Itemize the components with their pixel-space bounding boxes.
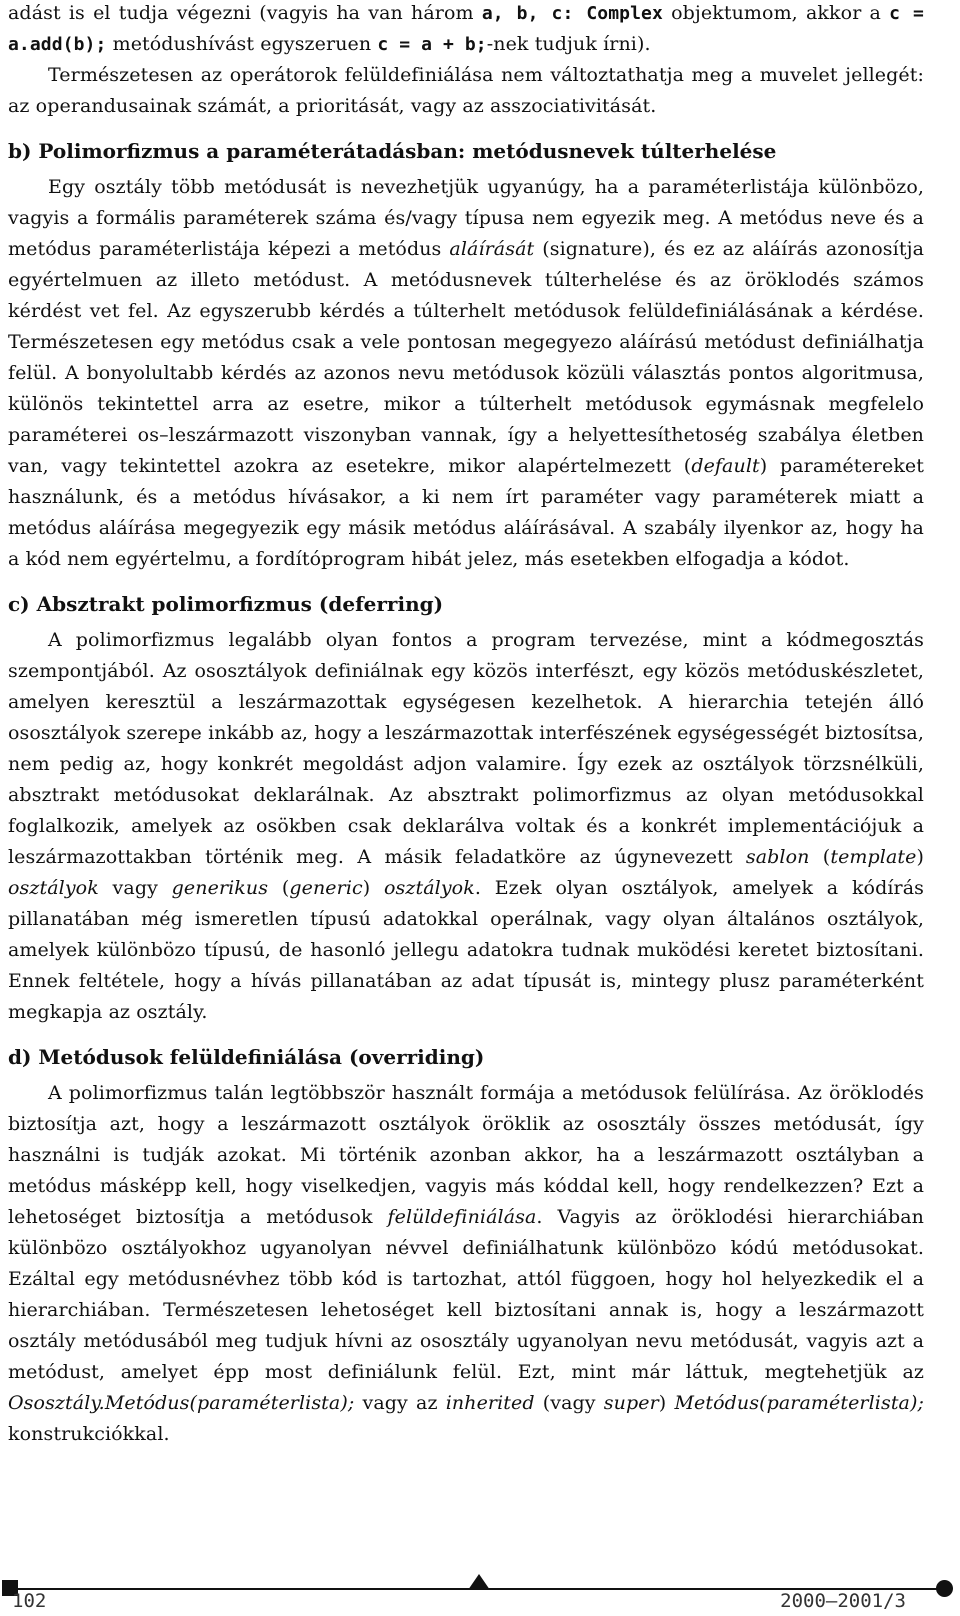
issue-label: 2000–2001/3 [780, 1590, 906, 1612]
intro-paragraph-2: Természetesen az operátorok felüldefiniálása nem változtathatja meg a muvelet jellegét: az operandusainak számát, a prioritását, vagy az asszociativitását. [8, 64, 924, 117]
emphasis: inherited [445, 1392, 535, 1414]
text-run: objektumom, akkor a [662, 2, 890, 24]
emphasis: Ososztály.Metódus(paraméterlista); [8, 1392, 355, 1414]
emphasis: default [691, 455, 760, 477]
emphasis: felüldefiniálása [387, 1206, 537, 1228]
text-run: metódushívást egyszeruen [106, 33, 378, 55]
emphasis: Metódus(paraméterlista); [674, 1392, 924, 1414]
text-run: -nek tudjuk írni). [486, 33, 651, 55]
page-footer [0, 1568, 960, 1616]
code-inline: c = a + b; [377, 34, 487, 55]
text-run: A polimorfizmus talán legtöbbször használt formája a metódusok felülírása. Az öröklodés biztosítja azt, hogy a leszármazott osztályok öröklik az ososztály összes metódusát, így használni is tudják azokat. Mi történik azonban akkor, ha a leszármazott osztályban a metódus másképp kell, hogy viselkedjen, vagyis más kóddal kell, hogy rendelkezzen? Ezt a lehetoséget biztosítja a metódusok [8, 1082, 924, 1228]
text-run: ) [658, 1392, 675, 1414]
code-inline: c = a.add(b); [8, 3, 924, 55]
emphasis: osztályok [8, 877, 99, 899]
text-run: . Ezek olyan osztályok, amelyek a kódírás pillanatában még ismeretlen típusú adatokkal operálnak, vagy olyan általános osztályok, amelyek különbözo típusú, de hasonló jellegu adatokra tudnak muködési keretet biztosítani. Ennek feltétele, hogy a hívás pillanatában az adat típusát is, mintegy plusz paraméterként megkapja az osztály. [8, 877, 925, 1023]
emphasis: template [830, 846, 917, 868]
text-run: Egy osztály több metódusát is nevezhetjük ugyanúgy, ha a paraméterlistája különbözo, vagyis a formális paraméterek száma és/vagy típusa nem egyezik meg. A metódus neve és a metódus paraméterlistája képezi a metódus [8, 176, 924, 260]
emphasis: generikus [171, 877, 269, 899]
text-run: ( [809, 846, 831, 868]
text-run: ) paramétereket használunk, és a metódus hívásakor, a ki nem írt paraméter vagy paraméterek miatt a metódus aláírása megegyezik egy másik metódus aláírásával. A szabály ilyenkor az, hogy ha a kód nem egyértelmu, a fordítóprogram hibát jelez, más esetekben elfogadja a kódot. [8, 455, 925, 570]
text-run: . Vagyis az öröklodési hierarchiában különbözo osztályokhoz ugyanolyan névvel definiálhatunk különbözo kódú metódusokat. Ezáltal egy metódusnévhez több kód is tartozhat, attól függoen, hogy hol helyezkedik el a hierarchiában. Természetesen lehetoséget kell biztosítani annak is, hogy a leszármazott osztály metódusából meg tudjuk hívni az ososztály ugyanolyan nevu metódusát, vagyis azt a metódust, amelyet épp most definiálunk felül. Ezt, mint már láttuk, megtehetjük az [8, 1206, 925, 1383]
circle-marker-icon [936, 1580, 953, 1597]
text-run: ) [362, 877, 384, 899]
emphasis: sablon [745, 846, 810, 868]
text-run: vagy [98, 877, 172, 899]
document-page [8, 0, 924, 1450]
text-run: konstrukciókkal. [8, 1423, 170, 1445]
code-inline: a, b, c: Complex [481, 3, 663, 24]
section-d-heading: d) Metódusok felüldefiniálása (overriding) [8, 1045, 485, 1069]
page-number: 102 [12, 1590, 47, 1612]
text-run: ) [916, 846, 924, 868]
triangle-marker-icon [468, 1574, 490, 1590]
text-run: adást is el tudja végezni (vagyis ha van három [8, 2, 482, 24]
text-run: A polimorfizmus legalább olyan fontos a program tervezése, mint a kódmegosztás szempontjából. Az ososztályok definiálnak egy közös interfészt, egy közös metóduskészletet, amelyen keresztül a leszármazottak egységesen kezelhetok. A hierarchia tetején álló ososztályok szerepe inkább az, hogy a leszármazottak interfészének egységességét biztosítsa, nem pedig az, hogy konkrét megoldást adjon valamire. Így ezek az osztályok törzsnélküli, absztrakt metódusokat deklarálnak. Az absztrakt polimorfizmus az olyan metódusokkal foglalkozik, amelyek az osökben csak deklarálva voltak és a konkrét implementációjuk a leszármazottakban történik meg. A másik feladatköre az úgynevezett [8, 629, 924, 868]
section-b-heading: b) Polimorfizmus a paraméterátadásban: metódusnevek túlterhelése [8, 139, 777, 163]
emphasis: super [603, 1392, 659, 1414]
intro-paragraph [8, 0, 924, 60]
emphasis: generic [289, 877, 363, 899]
text-run: ( [268, 877, 290, 899]
section-d-body [8, 1078, 924, 1450]
emphasis: aláírását [449, 238, 535, 260]
section-b-body [8, 172, 924, 575]
section-c-heading: c) Absztrakt polimorfizmus (deferring) [8, 592, 444, 616]
emphasis: osztályok [384, 877, 475, 899]
section-c-body [8, 625, 924, 1028]
text-run: (signature), és ez az aláírás azonosítja egyértelmuen az illeto metódust. A metódusnevek túlterhelése és az öröklodés számos kérdést vet fel. Az egyszerubb kérdés a túlterhelt metódusok felüldefiniálásának a kérdése. Természetesen egy metódus csak a vele pontosan megegyezo aláírású metódust definiálhatja felül. A bonyolultabb kérdés az azonos nevu metódusok közüli választás pontos algoritmusa, különös tekintettel arra az esetre, mikor a túlterhelt metódusok egymásnak megfelelo paraméterei os–leszármazott viszonyban vannak, így a helyettesíthetoség szabálya életben van, vagy tekintettel azokra az esetekre, mikor alapértelmezett ( [8, 238, 924, 477]
text-run: (vagy [534, 1392, 604, 1414]
text-run: vagy az [354, 1392, 446, 1414]
